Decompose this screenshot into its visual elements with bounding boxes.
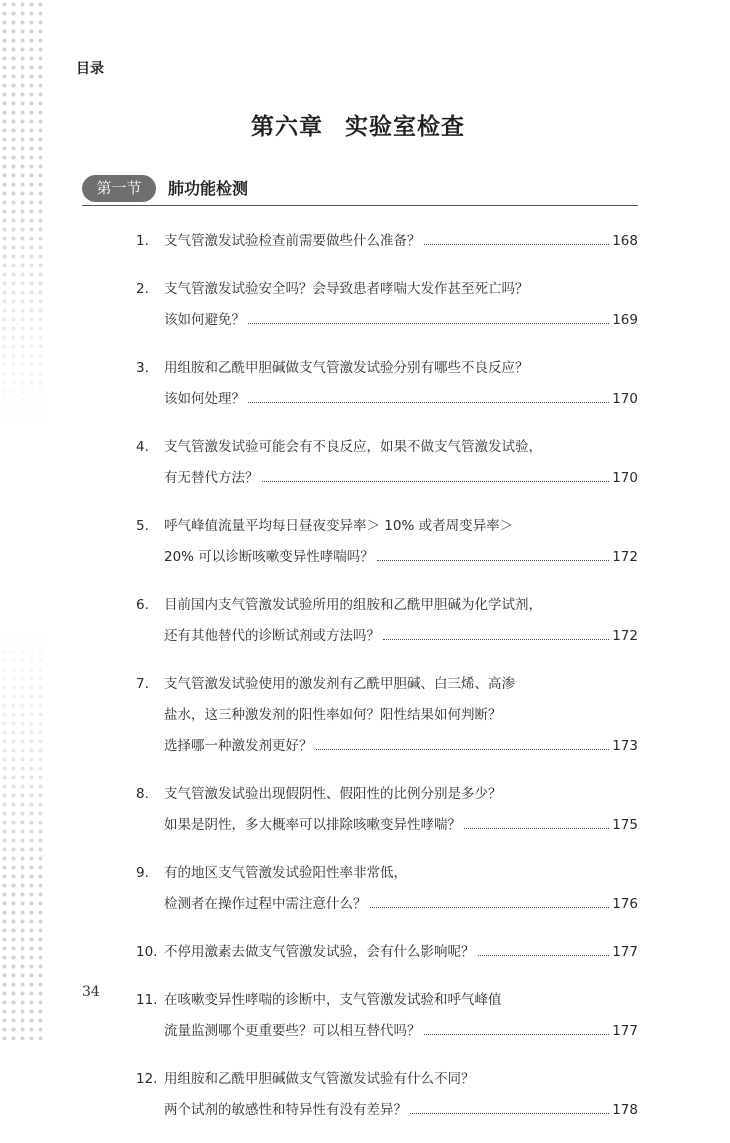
toc-entry-text [164, 590, 638, 652]
dot-leader [377, 551, 609, 561]
toc-entry-line-text: 在咳嗽变异性哮喘的诊断中，支气管激发试验和呼气峰值 [164, 992, 502, 1008]
toc-entry-line [164, 590, 638, 621]
toc-entry-line-text: 支气管激发试验检查前需要做些什么准备？ [164, 233, 421, 249]
toc-entry[interactable] [136, 858, 638, 920]
toc-entry-text [164, 1064, 638, 1126]
toc-entry-text [164, 432, 638, 494]
toc-entry-line [164, 779, 638, 810]
toc-entry[interactable] [136, 1064, 638, 1126]
toc-entry[interactable] [136, 669, 638, 762]
toc-entry-page: 173 [612, 738, 638, 754]
toc-entry-line-text: 选择哪一种激发剂更好？ [164, 738, 313, 754]
toc-entry-number: 11. [136, 992, 158, 1008]
running-head: 目录 [76, 61, 104, 77]
toc-entry-number: 4. [136, 439, 149, 455]
toc-entry-line [164, 1095, 638, 1126]
toc-entry-number: 3. [136, 360, 149, 376]
toc-entry-line-text: 该如何处理？ [164, 391, 245, 407]
dot-leader [316, 740, 610, 750]
dot-leader [248, 393, 609, 403]
toc-entry-page: 177 [612, 944, 638, 960]
dot-leader [370, 898, 610, 908]
toc-entry-number: 5. [136, 518, 149, 534]
toc-entry-line [164, 463, 638, 494]
chapter-label: 第六章 [251, 113, 323, 140]
toc-entry-line [164, 669, 638, 700]
toc-entry[interactable] [136, 353, 638, 415]
toc-entry-line [164, 353, 638, 384]
toc-entry[interactable] [136, 985, 638, 1047]
toc-entry-line-text: 不停用激素去做支气管激发试验，会有什么影响呢？ [164, 944, 475, 960]
toc-entry-line-text: 20% 可以诊断咳嗽变异性哮喘吗？ [164, 549, 374, 565]
toc-entry-text [164, 779, 638, 841]
section-header [82, 175, 638, 206]
toc-entry-number: 10. [136, 944, 158, 960]
toc-entry-line-text: 盐水，这三种激发剂的阳性率如何？阳性结果如何判断？ [164, 707, 502, 723]
toc-entry-line [164, 889, 638, 920]
toc-entry[interactable] [136, 274, 638, 336]
toc-entry[interactable] [136, 511, 638, 573]
toc-entry-number: 7. [136, 676, 149, 692]
toc-entry-line-text: 呼气峰值流量平均每日昼夜变异率＞ 10% 或者周变异率＞ [164, 518, 514, 534]
toc-entry-number: 6. [136, 597, 149, 613]
toc-entry-line [164, 985, 638, 1016]
toc-entry-line-text: 支气管激发试验使用的激发剂有乙酰甲胆碱、白三烯、高渗 [164, 676, 515, 692]
toc-entry-number: 2. [136, 281, 149, 297]
toc-entry-page: 176 [612, 896, 638, 912]
dot-leader [464, 819, 609, 829]
toc-entry-text [164, 985, 638, 1047]
dot-leader [248, 314, 609, 324]
toc-entry-line [164, 810, 638, 841]
toc-entry-line [164, 858, 638, 889]
toc-entry-line-text: 流量监测哪个更重要些？可以相互替代吗？ [164, 1023, 421, 1039]
dot-leader [424, 1025, 610, 1035]
dot-leader [383, 630, 609, 640]
toc-entry-line-text: 用组胺和乙酰甲胆碱做支气管激发试验分别有哪些不良反应？ [164, 360, 529, 376]
toc-entry-line-text: 目前国内支气管激发试验所用的组胺和乙酰甲胆碱为化学试剂， [164, 597, 542, 613]
toc-entry-number: 1. [136, 233, 149, 249]
toc-entry[interactable] [136, 590, 638, 652]
chapter-name: 实验室检查 [345, 113, 465, 140]
toc-entry-text [164, 937, 638, 968]
section-title: 肺功能检测 [168, 179, 249, 198]
toc-entry-page: 178 [612, 1102, 638, 1118]
toc-entry-line [164, 621, 638, 652]
toc-entry-page: 170 [612, 470, 638, 486]
toc-entry-line [164, 384, 638, 415]
page-number: 34 [82, 984, 100, 1000]
toc-entry-line [164, 731, 638, 762]
toc-entry-page: 175 [612, 817, 638, 833]
toc-entry-page: 177 [612, 1023, 638, 1039]
toc-entry-line-text: 该如何避免？ [164, 312, 245, 328]
toc-entry-text [164, 353, 638, 415]
toc-entry-line-text: 两个试剂的敏感性和特异性有没有差异？ [164, 1102, 407, 1118]
toc-entry-number: 9. [136, 865, 149, 881]
toc-entry[interactable] [136, 937, 638, 968]
toc-entry-line [164, 226, 638, 257]
toc-entry-line [164, 274, 638, 305]
toc-entry-line-text: 用组胺和乙酰甲胆碱做支气管激发试验有什么不同？ [164, 1071, 475, 1087]
chapter-title [0, 108, 716, 141]
section-label-badge: 第一节 [82, 175, 156, 202]
dot-pattern-bottom [0, 620, 46, 1040]
toc-entry-line [164, 542, 638, 573]
toc-entry-line-text: 检测者在操作过程中需注意什么？ [164, 896, 367, 912]
toc-entry-text [164, 274, 638, 336]
toc-entry-text [164, 226, 638, 257]
toc-entry-line-text: 支气管激发试验可能会有不良反应，如果不做支气管激发试验， [164, 439, 542, 455]
toc-entry-page: 172 [612, 549, 638, 565]
toc-entry-page: 172 [612, 628, 638, 644]
dot-leader [410, 1104, 609, 1114]
dot-pattern-top [0, 0, 46, 430]
toc-entry-line [164, 700, 638, 731]
toc-entry[interactable] [136, 779, 638, 841]
toc-entry-text [164, 858, 638, 920]
toc-entry-line-text: 支气管激发试验安全吗？会导致患者哮喘大发作甚至死亡吗？ [164, 281, 529, 297]
toc-entry-line [164, 511, 638, 542]
dot-leader [424, 235, 610, 245]
toc-entry-line-text: 有无替代方法？ [164, 470, 259, 486]
toc-entry-number: 8. [136, 786, 149, 802]
toc-entry-text [164, 511, 638, 573]
toc-entry-line-text: 如果是阴性，多大概率可以排除咳嗽变异性哮喘？ [164, 817, 461, 833]
toc-entry-line [164, 1064, 638, 1095]
toc-entry-number: 12. [136, 1071, 158, 1087]
dot-leader [262, 472, 610, 482]
toc-entry-line-text: 还有其他替代的诊断试剂或方法吗？ [164, 628, 380, 644]
toc-entry[interactable] [136, 432, 638, 494]
toc-entry-line [164, 305, 638, 336]
dot-leader [478, 946, 610, 956]
toc-entry-page: 170 [612, 391, 638, 407]
toc-entry-line-text: 有的地区支气管激发试验阳性率非常低， [164, 865, 407, 881]
toc-entry-line [164, 432, 638, 463]
toc-entry-page: 169 [612, 312, 638, 328]
toc-entry-page: 168 [612, 233, 638, 249]
toc-entry-line [164, 937, 638, 968]
toc-entry-text [164, 669, 638, 762]
toc-entry[interactable] [136, 226, 638, 257]
table-of-contents [136, 226, 638, 1143]
toc-entry-line-text: 支气管激发试验出现假阴性、假阳性的比例分别是多少？ [164, 786, 502, 802]
toc-entry-line [164, 1016, 638, 1047]
